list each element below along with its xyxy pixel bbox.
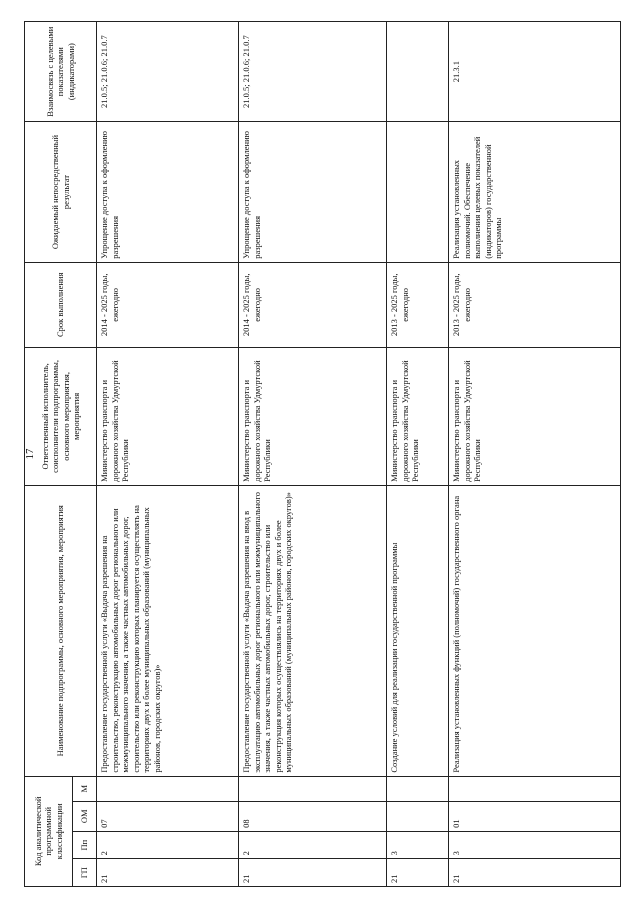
code-group-header: Код аналитической программной классификации: [25, 776, 73, 886]
responsible-header: Ответственный исполнитель, соисполнители подпрограммы, основного мероприятия, мероприятия: [25, 347, 97, 485]
result-cell: [387, 122, 449, 262]
responsible-cell: Министерство транспорта и дорожного хозяйства Удмуртской Республики: [449, 347, 621, 485]
term-cell: 2013 - 2025 годы, ежегодно: [449, 262, 621, 347]
name-cell: Предоставление государственной услуги «Выдача разрешения на строительство, реконструкцию автомобильных дорог регионального или межмуниципального значения, а также частных автомобильных дорог, строительство или реконструкцию которых планируется осуществлять на территориях двух и более муниципальных образований (муниципальных районов, городских округов)»: [97, 485, 239, 776]
name-cell: Создание условий для реализации государственной программы: [387, 485, 449, 776]
pp-cell: 3: [387, 831, 449, 859]
name-cell: Предоставление государственной услуги «Выдача разрешения на ввод в эксплуатацию автомобильных дорог регионального или межмуниципального значения, а также частных автомобильных дорог, строительство или реконструкция которых осуществлялись на территориях двух и более муниципальных образований (муниципальных районов, городских округов)»: [239, 485, 387, 776]
result-header: Ожидаемый непосредственный результат: [25, 122, 97, 262]
table-row: [97, 22, 239, 887]
result-cell: Реализация установленных полномочий. Обеспечение выполнения целевых показателей (индикаторов) государственной программы: [449, 122, 621, 262]
responsible-cell: Министерство транспорта и дорожного хозяйства Удмуртской Республики: [239, 347, 387, 485]
gp-cell: 21: [239, 859, 387, 887]
pp-cell: 3: [449, 831, 621, 859]
m-cell: [449, 776, 621, 801]
pp-header: Пп: [73, 831, 97, 859]
name-header: Наименование подпрограммы, основного мероприятия, мероприятия: [25, 485, 97, 776]
result-cell: Упрощение доступа к оформлению разрешения: [239, 122, 387, 262]
table-row: [449, 22, 621, 887]
link-header: Взаимосвязь с целевыми показателями (индикаторами): [25, 22, 97, 122]
m-cell: [239, 776, 387, 801]
table-row: [387, 22, 449, 887]
m-cell: [387, 776, 449, 801]
gp-cell: 21: [449, 859, 621, 887]
om-header: ОМ: [73, 801, 97, 831]
term-header: Срок выполнения: [25, 262, 97, 347]
link-cell: 21.0.5; 21.0.6; 21.0.7: [239, 22, 387, 122]
result-cell: Упрощение доступа к оформлению разрешения: [97, 122, 239, 262]
name-cell: Реализация установленных функций (полномочий) государственного органа: [449, 485, 621, 776]
page-number: 17: [24, 448, 36, 460]
link-cell: 21.3.1: [449, 22, 621, 122]
table-row: [239, 22, 387, 887]
m-cell: [97, 776, 239, 801]
pp-cell: 2: [239, 831, 387, 859]
gp-cell: 21: [97, 859, 239, 887]
rotated-page: [16, 0, 638, 905]
link-cell: 21.0.5; 21.0.6; 21.0.7: [97, 22, 239, 122]
pp-cell: 2: [97, 831, 239, 859]
om-cell: 08: [239, 801, 387, 831]
m-header: М: [73, 776, 97, 801]
gp-header: ГП: [73, 859, 97, 887]
responsible-cell: Министерство транспорта и дорожного хозяйства Удмуртской Республики: [97, 347, 239, 485]
term-cell: 2013 - 2025 годы, ежегодно: [387, 262, 449, 347]
term-cell: 2014 - 2025 годы, ежегодно: [97, 262, 239, 347]
om-cell: [387, 801, 449, 831]
om-cell: 07: [97, 801, 239, 831]
term-cell: 2014 - 2025 годы, ежегодно: [239, 262, 387, 347]
responsible-cell: Министерство транспорта и дорожного хозяйства Удмуртской Республики: [387, 347, 449, 485]
gp-cell: 21: [387, 859, 449, 887]
activities-table: [24, 21, 621, 887]
link-cell: [387, 22, 449, 122]
om-cell: 01: [449, 801, 621, 831]
